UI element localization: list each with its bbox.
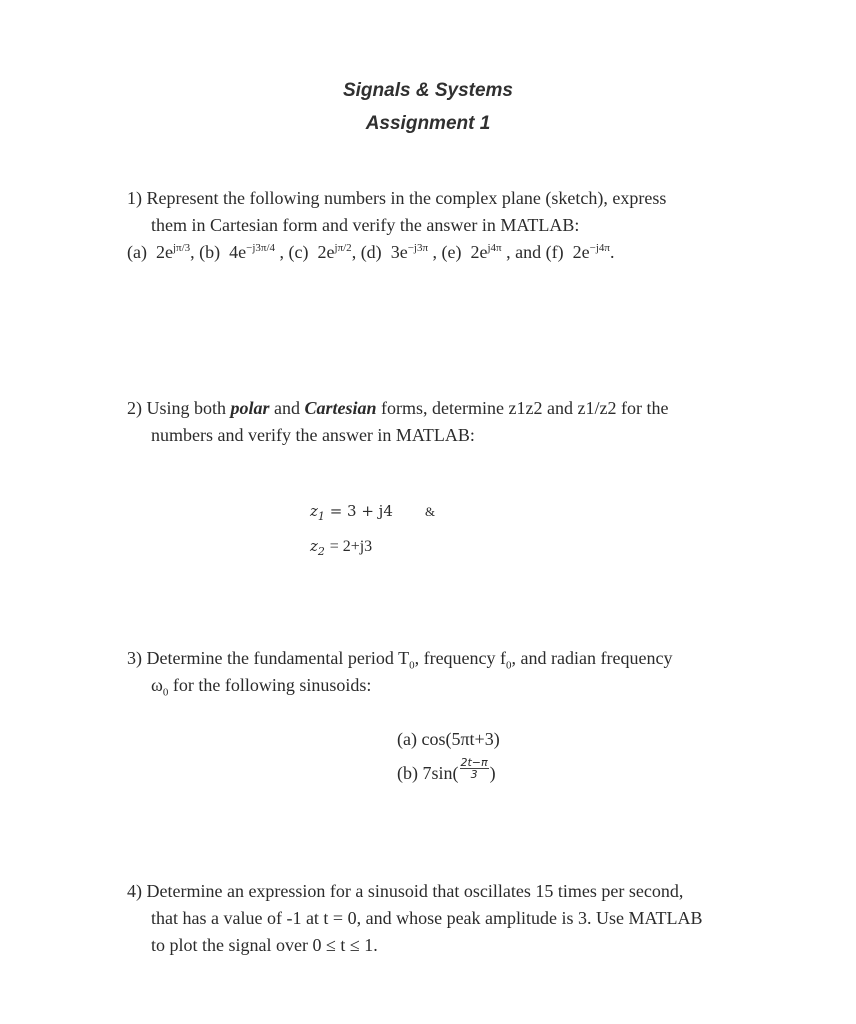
part-d: (d) $3e^{-j3\pi}$ , [360,242,438,262]
document-subtitle: Assignment 1 [365,113,491,134]
part-e: (e) $2e^{j4\pi}$ , and [441,242,542,262]
question-1-line-2: them in Cartesian form and verify the answer in MATLAB: [151,215,580,235]
part-c: (c) $2e^{j\pi/2}$, [288,242,357,262]
question-3-line-1: 3) Determine the fundamental period $T_0$, frequency $f_0$, and radian frequency [127,648,673,672]
question-2-line-2: numbers and verify the answer in MATLAB: [151,425,475,445]
question-4-line-3: to plot the signal over 0 ≤ t ≤ 1. [151,935,378,955]
sinusoid-b: (b) 7sin( $\frac{2t-\pi}{3}$ ) [397,756,496,783]
question-1-line-1: 1) Represent the following numbers in the complex plane (sketch), express [127,188,667,208]
question-4-line-2: that has a value of -1 at t = 0, and whose peak amplitude is 3. Use MATLAB [151,908,703,928]
equation-z2: $z_2 = 2+j3$ [310,537,373,558]
part-b: (b) $4e^{-j3\pi/4}$ , [199,242,285,262]
fraction: $\frac{2t-\pi}{3}$ [460,756,488,782]
question-1-parts [127,241,614,263]
question-3-line-2: $\omega_0$ for the following sinusoids: [151,675,372,699]
equation-z1: $z_1 = 3 + j4$ [310,502,393,523]
document-title: Signals & Systems [342,80,514,101]
part-f: (f) $2e^{-j4\pi}$. [545,242,615,262]
ampersand: & [425,504,436,519]
question-2-line-1: 2) Using both polar and Cartesian forms, determine z1z2 and z1/z2 for the [127,398,669,418]
sinusoid-a: (a) cos(5πt+3) [397,729,500,749]
part-a: (a) $2e^{j\pi/3}$, [127,242,195,262]
question-4-line-1: 4) Determine an expression for a sinusoid that oscillates 15 times per second, [127,881,684,901]
